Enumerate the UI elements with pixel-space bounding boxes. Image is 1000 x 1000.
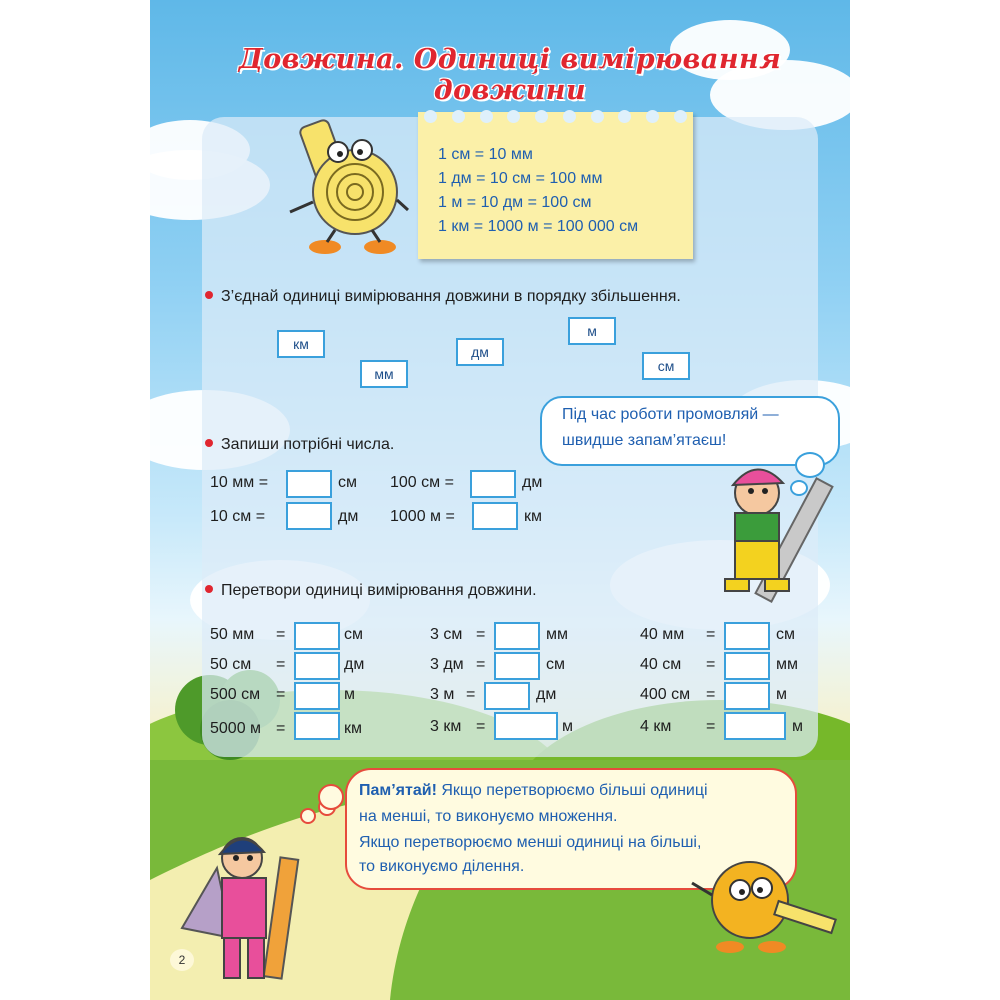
tape-measure-character <box>690 855 840 955</box>
task3-value: 5000 м <box>210 720 262 737</box>
content-layer: Довжина. Одиниці вимірювання довжини 1 см = 10 мм 1 дм = 10 см = 100 мм 1 м = 10 дм = 100 см 1 км = 1000 м = 100 000 см З’єднай одиниці вимірювання довжини в порядку збільшення. км мм дм м см Під час роботи промовляй — швидше запам’ятаєш! Запиши потрібні числа. 10 мм = см 100 см = дм 10 см = дм 1000 м = км Перетвори одиниці вимірювання довжини. 50 мм = см 50 см = дм 500 см = м 5000 м = км 3 см = мм 3 дм = см 3 м = дм 3 км = м 40 мм = см 40 см = мм 400 см = м 4 км = м Пам’ятай! Якщо перетворюємо більші одиниці на менші, то виконуємо множення. Якщо перетворюємо менші одиниці на більші, то виконуємо ділення. <box>150 0 850 1000</box>
unit-card-m[interactable]: м <box>568 317 616 345</box>
task3-value: 400 см <box>640 686 691 703</box>
answer-input[interactable] <box>724 622 770 650</box>
task3-unit: км <box>344 720 362 737</box>
answer-input[interactable] <box>494 712 558 740</box>
task3-unit: см <box>344 626 363 643</box>
answer-input[interactable] <box>484 682 530 710</box>
task1-instruction-text: З’єднай одиниці вимірювання довжини в порядку збільшення. <box>221 288 681 305</box>
reference-note <box>418 112 693 259</box>
page-title: Довжина. Одиниці вимірювання довжини <box>238 44 782 106</box>
task3-value: 40 мм <box>640 626 685 643</box>
unit-card-dm[interactable]: дм <box>456 338 504 366</box>
note-holes <box>424 110 687 122</box>
unit-card-km[interactable]: км <box>277 330 325 358</box>
task3-value: 4 км <box>640 718 672 735</box>
answer-input[interactable] <box>470 470 516 498</box>
task2-right-unit: дм <box>522 474 543 491</box>
remember-line: Якщо перетворюємо менші одиниці на більші, <box>359 834 702 851</box>
answer-input[interactable] <box>286 502 332 530</box>
answer-input[interactable] <box>294 652 340 680</box>
task3-value: 3 км <box>430 718 462 735</box>
task2-right-expr: 1000 м = <box>390 508 455 525</box>
task2-instruction <box>205 436 394 454</box>
task3-unit: м <box>344 686 355 703</box>
task3-unit: дм <box>344 656 365 673</box>
task3-unit: мм <box>546 626 568 643</box>
task1-instruction <box>205 288 681 306</box>
remember-line: то виконуємо ділення. <box>359 858 525 875</box>
page-number: 2 <box>170 949 194 971</box>
task2-right-unit: км <box>524 508 542 525</box>
task3-unit: м <box>562 718 573 735</box>
task3-instruction <box>205 582 537 600</box>
tip-line: Під час роботи промовляй — <box>562 406 779 423</box>
task3-value: 50 мм <box>210 626 255 643</box>
note-line: 1 км = 1000 м = 100 000 см <box>438 218 639 235</box>
bullet-icon <box>205 291 213 299</box>
task3-value: 3 дм <box>430 656 464 673</box>
answer-input[interactable] <box>724 682 770 710</box>
task3-unit: м <box>792 718 803 735</box>
answer-input[interactable] <box>286 470 332 498</box>
answer-input[interactable] <box>494 622 540 650</box>
answer-input[interactable] <box>294 682 340 710</box>
remember-line-text: Якщо перетворюємо більші одиниці <box>436 782 708 799</box>
task3-unit: мм <box>776 656 798 673</box>
note-line: 1 см = 10 мм <box>438 146 533 163</box>
bullet-icon <box>205 439 213 447</box>
task3-value: 500 см <box>210 686 261 703</box>
task3-unit: м <box>776 686 787 703</box>
answer-input[interactable] <box>724 652 770 680</box>
task3-value: 3 см <box>430 626 463 643</box>
thought-dot <box>300 808 316 824</box>
task2-instruction-text: Запиши потрібні числа. <box>221 436 395 453</box>
answer-input[interactable] <box>294 622 340 650</box>
task3-unit: см <box>546 656 565 673</box>
boy-with-ruler <box>705 455 850 605</box>
task2-right-expr: 100 см = <box>390 474 454 491</box>
task3-value: 3 м <box>430 686 455 703</box>
answer-input[interactable] <box>294 712 340 740</box>
task3-unit: дм <box>536 686 557 703</box>
thought-dot <box>318 784 344 810</box>
note-line: 1 дм = 10 см = 100 мм <box>438 170 603 187</box>
remember-line <box>359 782 708 800</box>
task3-value: 40 см <box>640 656 682 673</box>
task3-instruction-text: Перетвори одиниці вимірювання довжини. <box>221 582 537 599</box>
answer-input[interactable] <box>724 712 786 740</box>
task3-unit: см <box>776 626 795 643</box>
bullet-icon <box>205 585 213 593</box>
task2-left-expr: 10 см = <box>210 508 266 525</box>
unit-card-cm[interactable]: см <box>642 352 690 380</box>
tip-line: швидше запам’ятаєш! <box>562 432 727 449</box>
remember-line: на менші, то виконуємо множення. <box>359 808 618 825</box>
note-line: 1 м = 10 дм = 100 см <box>438 194 592 211</box>
task2-left-unit: дм <box>338 508 359 525</box>
answer-input[interactable] <box>494 652 540 680</box>
remember-bold: Пам’ятай! <box>359 782 437 799</box>
unit-card-mm[interactable]: мм <box>360 360 408 388</box>
answer-input[interactable] <box>472 502 518 530</box>
task2-left-unit: см <box>338 474 357 491</box>
task3-value: 50 см <box>210 656 252 673</box>
tape-measure-mascot <box>280 112 410 262</box>
task2-left-expr: 10 мм = <box>210 474 269 491</box>
